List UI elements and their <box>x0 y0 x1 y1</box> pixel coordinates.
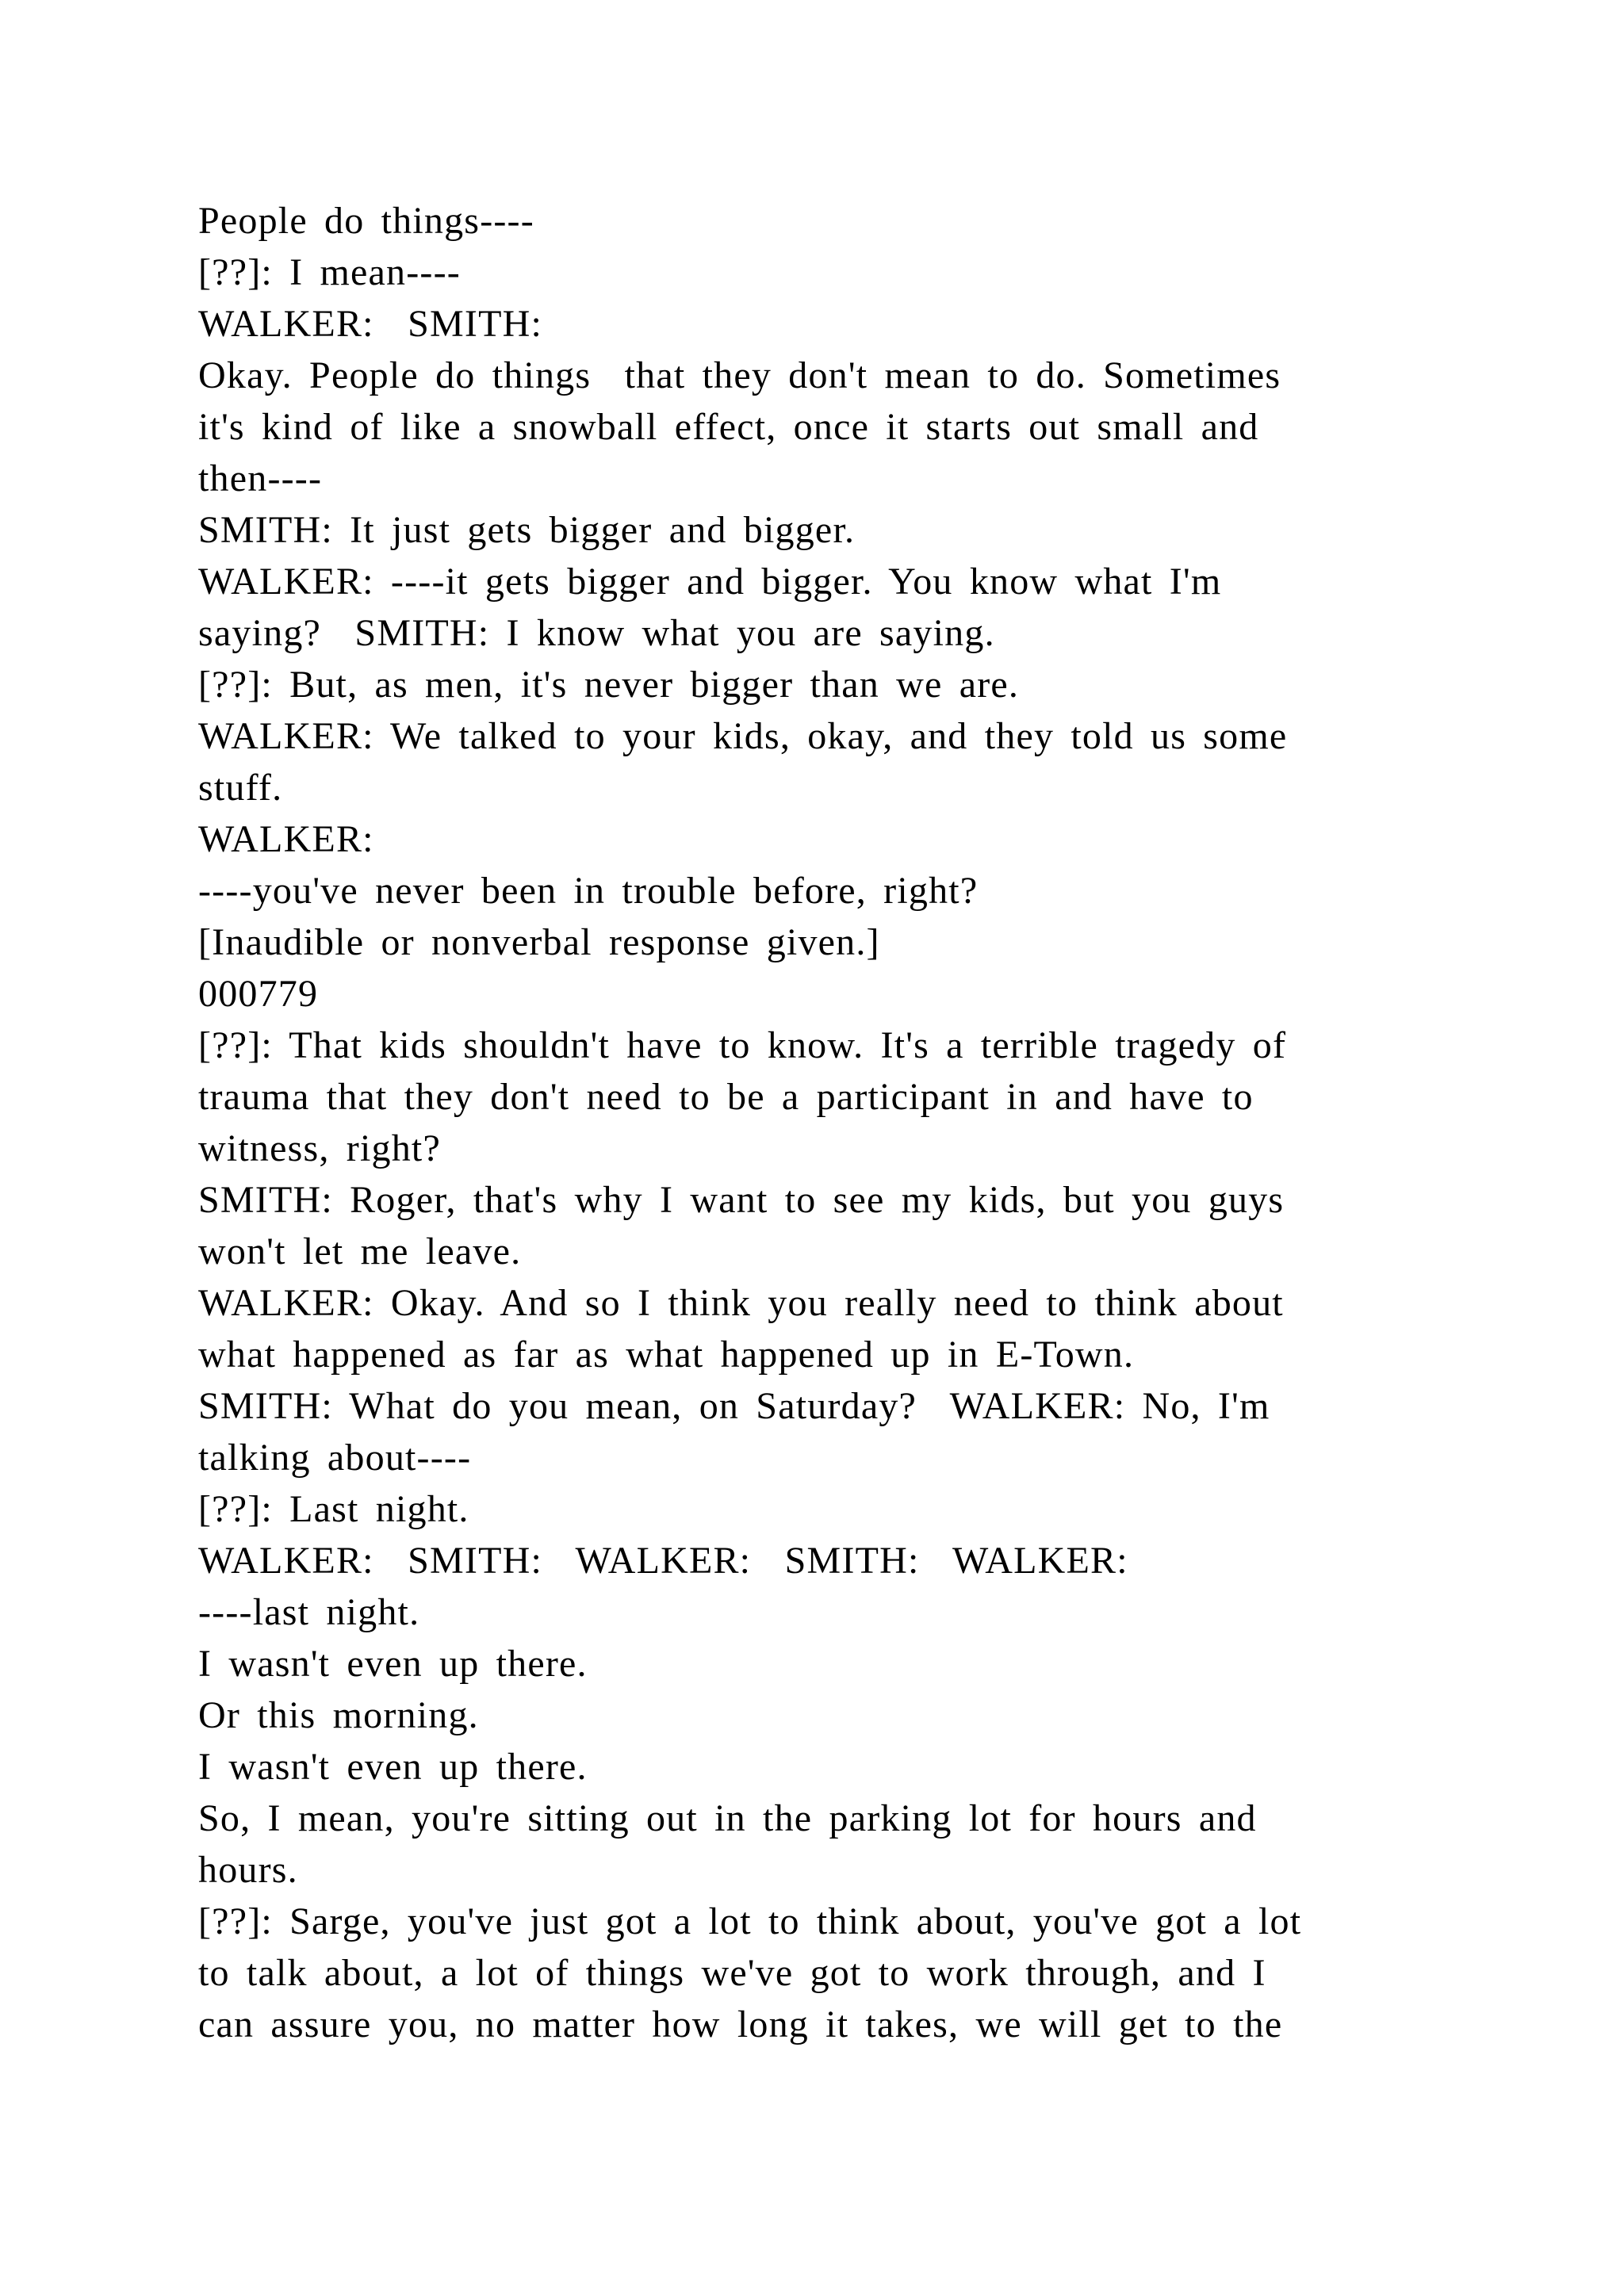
transcript-line: WALKER: ----it gets bigger and bigger. You know what I'm <box>198 561 1222 603</box>
transcript-line: ----you've never been in trouble before, right? <box>198 870 979 912</box>
transcript-line: SMITH: It just gets bigger and bigger. <box>198 509 856 551</box>
transcript-line: [??]: I mean---- <box>198 251 461 293</box>
transcript-line: won't let me leave. <box>198 1230 522 1272</box>
transcript-line: [??]: Sarge, you've just got a lot to think about, you've got a lot <box>198 1900 1302 1942</box>
transcript-line: People do things---- <box>198 200 534 242</box>
transcript-line: witness, right? <box>198 1127 441 1169</box>
transcript-line: can assure you, no matter how long it takes, we will get to the <box>198 2003 1283 2045</box>
transcript-line: I wasn't even up there. <box>198 1643 588 1685</box>
transcript-line: talking about---- <box>198 1437 472 1479</box>
transcript-line: hours. <box>198 1849 298 1891</box>
transcript-line: stuff. <box>198 767 283 809</box>
transcript-line: saying? SMITH: I know what you are saying. <box>198 612 995 654</box>
transcript-line: [Inaudible or nonverbal response given.] <box>198 921 880 963</box>
transcript-line: WALKER: <box>198 818 374 860</box>
transcript-line: So, I mean, you're sitting out in the parking lot for hours and <box>198 1797 1257 1839</box>
transcript-line: [??]: That kids shouldn't have to know. It's a terrible tragedy of <box>198 1024 1287 1066</box>
transcript-line: what happened as far as what happened up in E-Town. <box>198 1334 1135 1376</box>
transcript-line: ----last night. <box>198 1591 420 1633</box>
page-bates-number: 000779 <box>198 973 319 1015</box>
transcript-line: [??]: Last night. <box>198 1488 469 1530</box>
transcript-line: SMITH: What do you mean, on Saturday? WALKER: No, I'm <box>198 1385 1270 1427</box>
transcript-line: WALKER: We talked to your kids, okay, and they told us some <box>198 715 1288 757</box>
transcript-line: to talk about, a lot of things we've got to work through, and I <box>198 1952 1266 1994</box>
transcript-text <box>198 195 1483 2050</box>
transcript-line: [??]: But, as men, it's never bigger than we are. <box>198 664 1020 706</box>
transcript-line: WALKER: SMITH: <box>198 303 542 345</box>
transcript-line: then---- <box>198 457 323 499</box>
transcript-line: Or this morning. <box>198 1694 479 1736</box>
transcript-line: trauma that they don't need to be a participant in and have to <box>198 1076 1254 1118</box>
transcript-line: SMITH: Roger, that's why I want to see my kids, but you guys <box>198 1179 1285 1221</box>
transcript-line: it's kind of like a snowball effect, once it starts out small and <box>198 406 1259 448</box>
transcript-line: Okay. People do things that they don't mean to do. Sometimes <box>198 354 1281 396</box>
transcript-line: WALKER: Okay. And so I think you really need to think about <box>198 1282 1284 1324</box>
transcript-line: I wasn't even up there. <box>198 1746 588 1788</box>
transcript-line: WALKER: SMITH: WALKER: SMITH: WALKER: <box>198 1540 1128 1582</box>
